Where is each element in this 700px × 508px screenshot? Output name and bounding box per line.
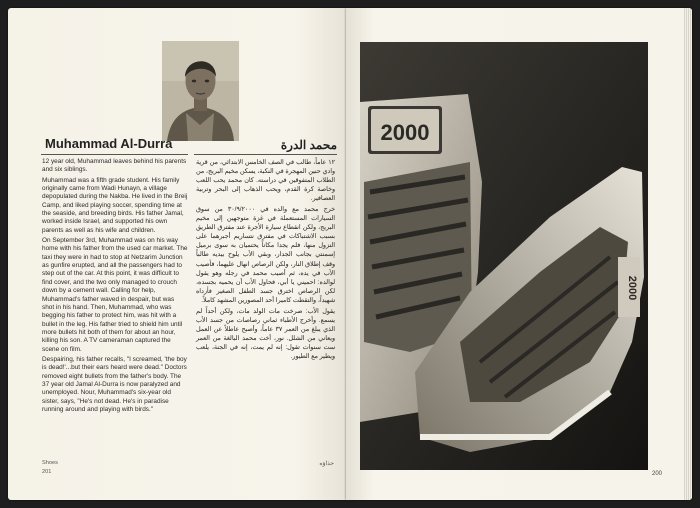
paragraph-en: Muhammad was a fifth grade student. His family originally came from Wadi Hunayn, a village depopulated during the Nakba. He lived in the Breij Camp, and liked playing soccer, spending time at the seaside, and breeding birds. His father Jamal, worked inside Israel, and supported his own parents as well as his wife and children. xyxy=(42,176,188,234)
portrait-photo xyxy=(162,41,239,141)
open-book xyxy=(8,8,692,500)
paragraph-ar: يقول الأب: صرخت مات الولد مات، ولكن أحداً لم يسمع. وأخرج الأطباء ثماني رصاصات من جسد الأب الذي يبلغ من العمر ٣٧ عاماً، وأصبح عاطلاً عن العمل ويعاني من الشلل. نور، أخت محمد البالغة من العمر ست سنوات تقول: إنه لم يمت، إنه في الجنة، يلعب ويطير مع الطيور. xyxy=(196,307,335,360)
shoe-side-text: 2000 xyxy=(626,275,638,301)
footer-english xyxy=(42,459,58,477)
article-title-english: Muhammad Al-Durra xyxy=(45,136,173,151)
right-page xyxy=(346,8,692,500)
section-label: Shoes xyxy=(42,460,58,466)
footer-arabic: حذاؤه xyxy=(319,461,334,467)
title-rule-arabic xyxy=(194,154,337,155)
paragraph-en: Despairing, his father recalls, "I screamed, 'the boy is dead!'...but their ears heard were dead." Doctors removed eight bullets from the father's body. The 37 year old Jamal Al-Durra is now paralyzed and unemployed. Nour, Muhammad's six-year old sister, says, "He's not dead. He's in paradise running around and playing with birds." xyxy=(42,355,187,413)
english-text-column xyxy=(42,158,188,416)
paragraph-ar: خرج محمد مع والده في ٣٠/٩/٢٠٠٠ من سوق السيارات المستعملة في غزة متوجهين إلى مخيم البريج، ولكن انقطاع سيارة الأجرة عند مفترق الطريق بسبب الاشتباكات في مفترق نتساريم أجبرهما على النزول منها، فلم يجدا مكاناً يحتميان به سوى برميل إسمنتي بجانب الجدار، وبقي الأب يلوح بيديه طالباً وقف إطلاق النار، ولكن الرصاص انهال عليهما، فأصيب الأب في يده، ثم أصيب محمد في رجله وهو يقول لوالده: احميني يا أبي، فحاول الأب أن يحميه بجسده، لكن الرصاص اخترق جسد الطفل الصغير فأرداه شهيداً، والتقطت كاميرا أحد المصورين المشهد كاملاً. xyxy=(196,206,335,304)
article-title-arabic: محمد الدرة xyxy=(280,138,337,152)
title-rule-english xyxy=(41,154,188,155)
arabic-text-column xyxy=(196,158,335,363)
page-edge xyxy=(684,8,692,500)
paragraph-en: 12 year old, Muhammad leaves behind his parents and six siblings. xyxy=(42,158,187,174)
page-number-left: 201 xyxy=(42,469,52,475)
page-number-right: 200 xyxy=(651,471,662,477)
paragraph-en: On September 3rd, Muhammad was on his way home with his father from the used car market. The taxi they were in had to stop at Netzarim Junction as gunfire erupted, and all the passengers had to step out of the car. At this point, it was difficult to find cover, and the two only managed to crouch down by a cement wall. Calling for help, Muhammad's father waved in despair, but was shot in his hand. Then, Muhammad, who was begging his father to protect him, was hit with a bullet in the leg. His father tried to shield him until more bullets hit both of them for about an hour, killing his son. A TV cameraman captured the scene on film. xyxy=(42,237,188,353)
paragraph-ar: ١٢ عاماً، طالب في الصف الخامس الابتدائي، من قرية وادي حنين المهجرة في النكبة، يسكن مخيم البريج، من الطلاب المتفوقين في دراسته. كان محمد يحب اللعب وخاصة كرة القدم، ويحب الذهاب إلى البحر وتربية العصافير. xyxy=(196,159,335,203)
left-page xyxy=(8,8,346,500)
shoe-tag-text: 2000 xyxy=(380,120,430,145)
shoes-photo xyxy=(360,42,648,470)
